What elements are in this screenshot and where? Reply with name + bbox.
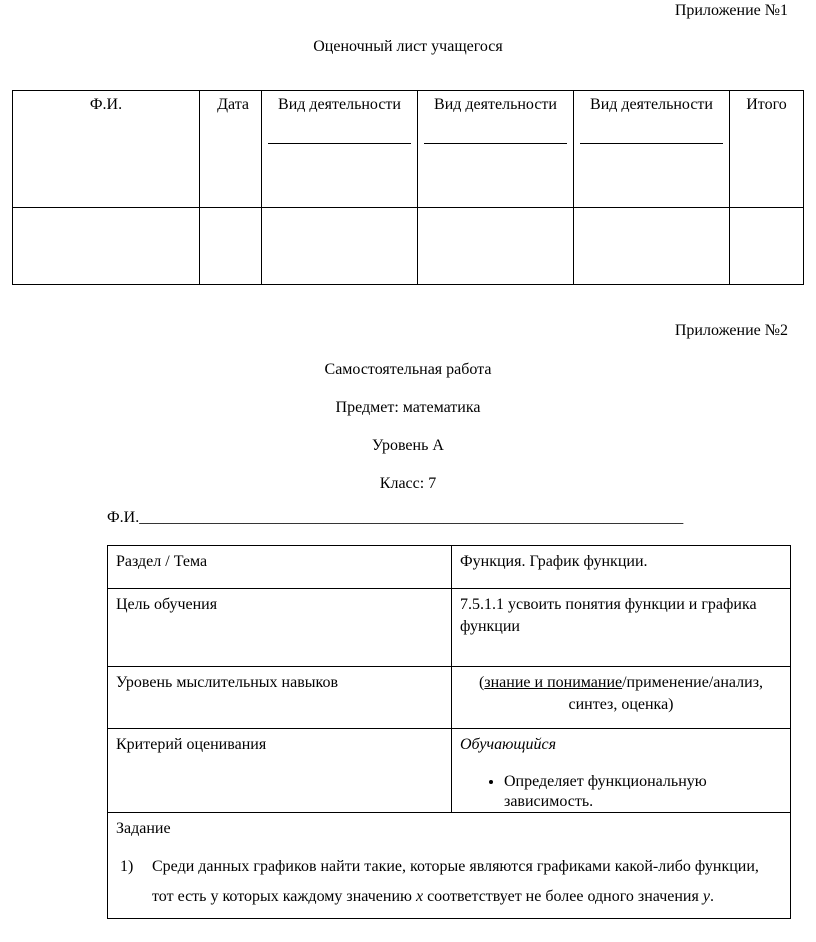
header-activity-2: Вид деятельности bbox=[418, 91, 574, 208]
subject-line: Предмет: математика bbox=[335, 399, 481, 416]
task-label: Задание bbox=[116, 820, 171, 837]
level-line: Уровень А bbox=[372, 437, 444, 454]
cell-empty bbox=[418, 208, 574, 285]
cell-empty bbox=[730, 208, 804, 285]
criteria-label: Критерий оценивания bbox=[108, 729, 452, 813]
header-activity-1: Вид деятельности bbox=[262, 91, 418, 208]
header-total: Итого bbox=[730, 91, 804, 208]
criteria-value bbox=[452, 729, 791, 813]
work-table bbox=[107, 545, 791, 919]
cell-empty bbox=[13, 208, 200, 285]
header-date: Дата bbox=[200, 91, 262, 208]
thinking-value: (знание и понимание/применение/анализ, синтез, оценка) bbox=[452, 667, 791, 729]
activity-2-line bbox=[424, 142, 567, 144]
name-field-line: Ф.И.____________________________________________________________________ bbox=[107, 509, 684, 526]
task-item: 1) Среди данных графиков найти такие, которые являются графиками какой-либо функции, тот есть у которых каждому значению x соответствует не более одного значения y. bbox=[116, 852, 782, 912]
assessment-table bbox=[12, 90, 804, 285]
table-row bbox=[13, 208, 804, 285]
appendix-2-label: Приложение №2 bbox=[674, 322, 788, 339]
header-name: Ф.И. bbox=[13, 91, 200, 208]
thinking-highlight: знание и понимание bbox=[484, 674, 623, 691]
cell-empty bbox=[200, 208, 262, 285]
appendix-1-label: Приложение №1 bbox=[674, 2, 788, 19]
table-row bbox=[108, 813, 791, 919]
table-row bbox=[108, 546, 791, 589]
criteria-learner: Обучающийся bbox=[460, 736, 557, 753]
activity-3-line bbox=[580, 142, 723, 144]
criteria-bullet: • Определяет функциональную зависимость. bbox=[504, 772, 782, 812]
section-label: Раздел / Тема bbox=[108, 546, 452, 589]
table-row bbox=[108, 667, 791, 729]
assessment-sheet-title: Оценочный лист учащегося bbox=[313, 38, 503, 55]
task-cell bbox=[108, 813, 791, 919]
section-value: Функция. График функции. bbox=[452, 546, 791, 589]
goal-value: 7.5.1.1 усвоить понятия функции и графика функции bbox=[452, 589, 791, 667]
cell-empty bbox=[574, 208, 730, 285]
grade-line: Класс: 7 bbox=[379, 475, 437, 492]
header-activity-3: Вид деятельности bbox=[574, 91, 730, 208]
cell-empty bbox=[262, 208, 418, 285]
goal-label: Цель обучения bbox=[108, 589, 452, 667]
task-number: 1) bbox=[120, 858, 134, 875]
table-row bbox=[108, 729, 791, 813]
activity-1-line bbox=[268, 142, 411, 144]
thinking-label: Уровень мыслительных навыков bbox=[108, 667, 452, 729]
table-row bbox=[108, 589, 791, 667]
independent-work-title: Самостоятельная работа bbox=[324, 361, 492, 378]
